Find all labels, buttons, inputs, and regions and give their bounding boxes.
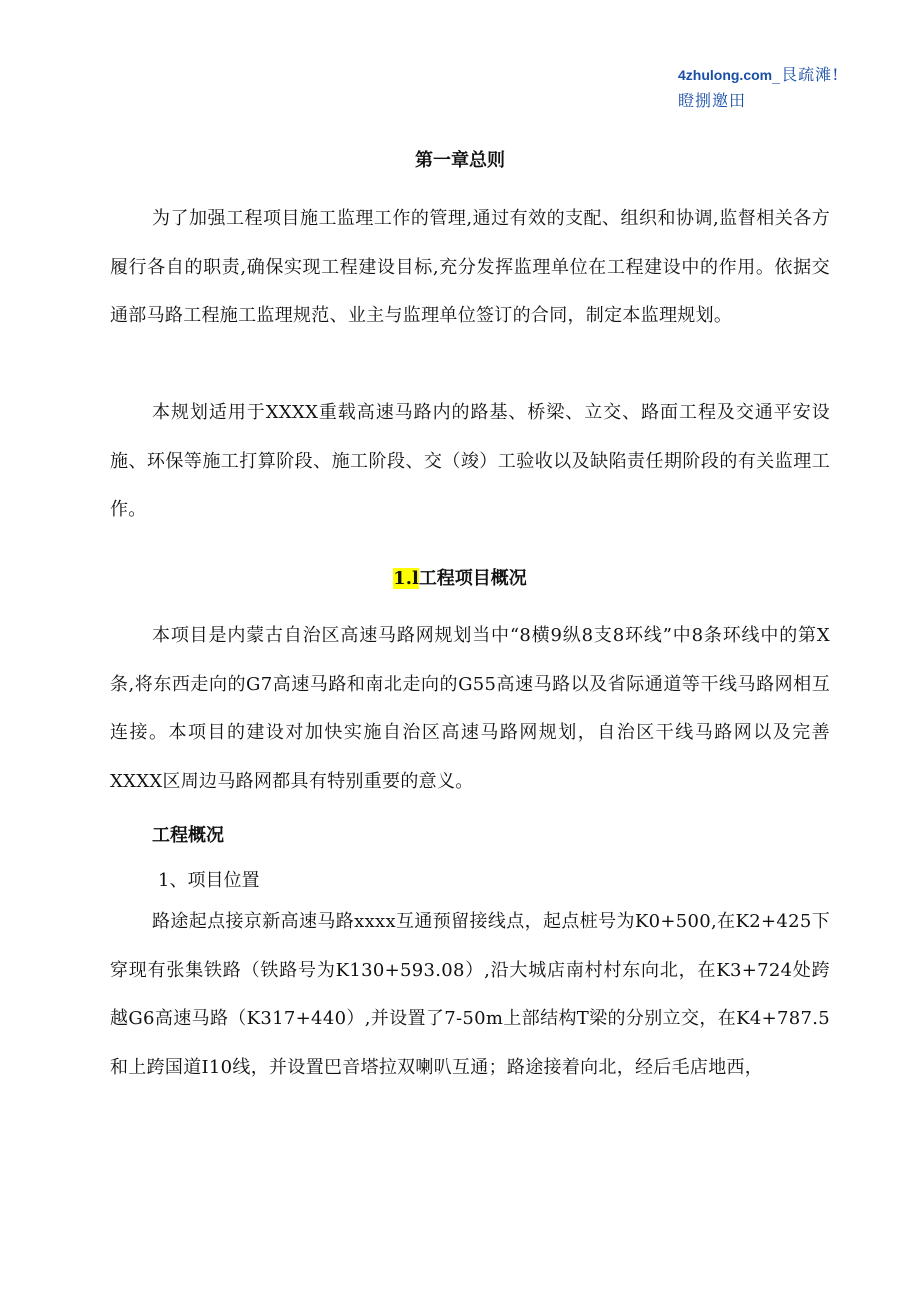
section-number: 1.l — [393, 568, 419, 589]
section-heading — [0, 564, 920, 590]
header-logo — [678, 62, 908, 114]
site-name: 4zhulong.com — [678, 67, 773, 83]
section-title: 工程项目概况 — [418, 568, 527, 589]
chapter-title: 第一章总则 — [415, 150, 505, 171]
header-line2: 瞪捌邀田 — [678, 91, 747, 110]
overview-title: 工程概况 — [152, 825, 224, 846]
item-label: 1、项目位置 — [158, 870, 260, 891]
overview-paragraph: 路途起点接京新高速马路xxxx互通预留接线点，起点桩号为K0+500,在K2+425下穿现有张集铁路（铁路号为K130+593.08）,沿大城店南村村东向北，在K3+724处跨越G6高速马路（K317+440）,并设置了7-50m上部结构T梁的分别立交，在K4+787.5和上跨国道I10线，并设置巴音塔拉双喇叭互通；路途接着向北，经后毛店地西， — [110, 911, 830, 1078]
section-paragraph: 本项目是内蒙古自治区高速马路网规划当中“8横9纵8支8环线”中8条环线中的第X条,将东西走向的G7高速马路和南北走向的G55高速马路以及省际通道等干线马路网相互连接。本项目的建设对加快实施自治区高速马路网规划，自治区干线马路网以及完善XXXX区周边马路网都具有特别重要的意义。 — [110, 625, 830, 792]
header-tag: _艮疏滩! — [772, 65, 840, 84]
chapter-paragraph-1: 为了加强工程项目施工监理工作的管理,通过有效的支配、组织和协调,监督相关各方履行各自的职责,确保实现工程建设目标,充分发挥监理单位在工程建设中的作用。依据交通部马路工程施工监理规范、业主与监理单位签订的合同，制定本监理规划。 — [110, 208, 830, 326]
chapter-paragraph-2: 本规划适用于XXXX重载高速马路内的路基、桥梁、立交、路面工程及交通平安设施、环保等施工打算阶段、施工阶段、交（竣）工验收以及缺陷责任期阶段的有关监理工作。 — [110, 402, 830, 520]
